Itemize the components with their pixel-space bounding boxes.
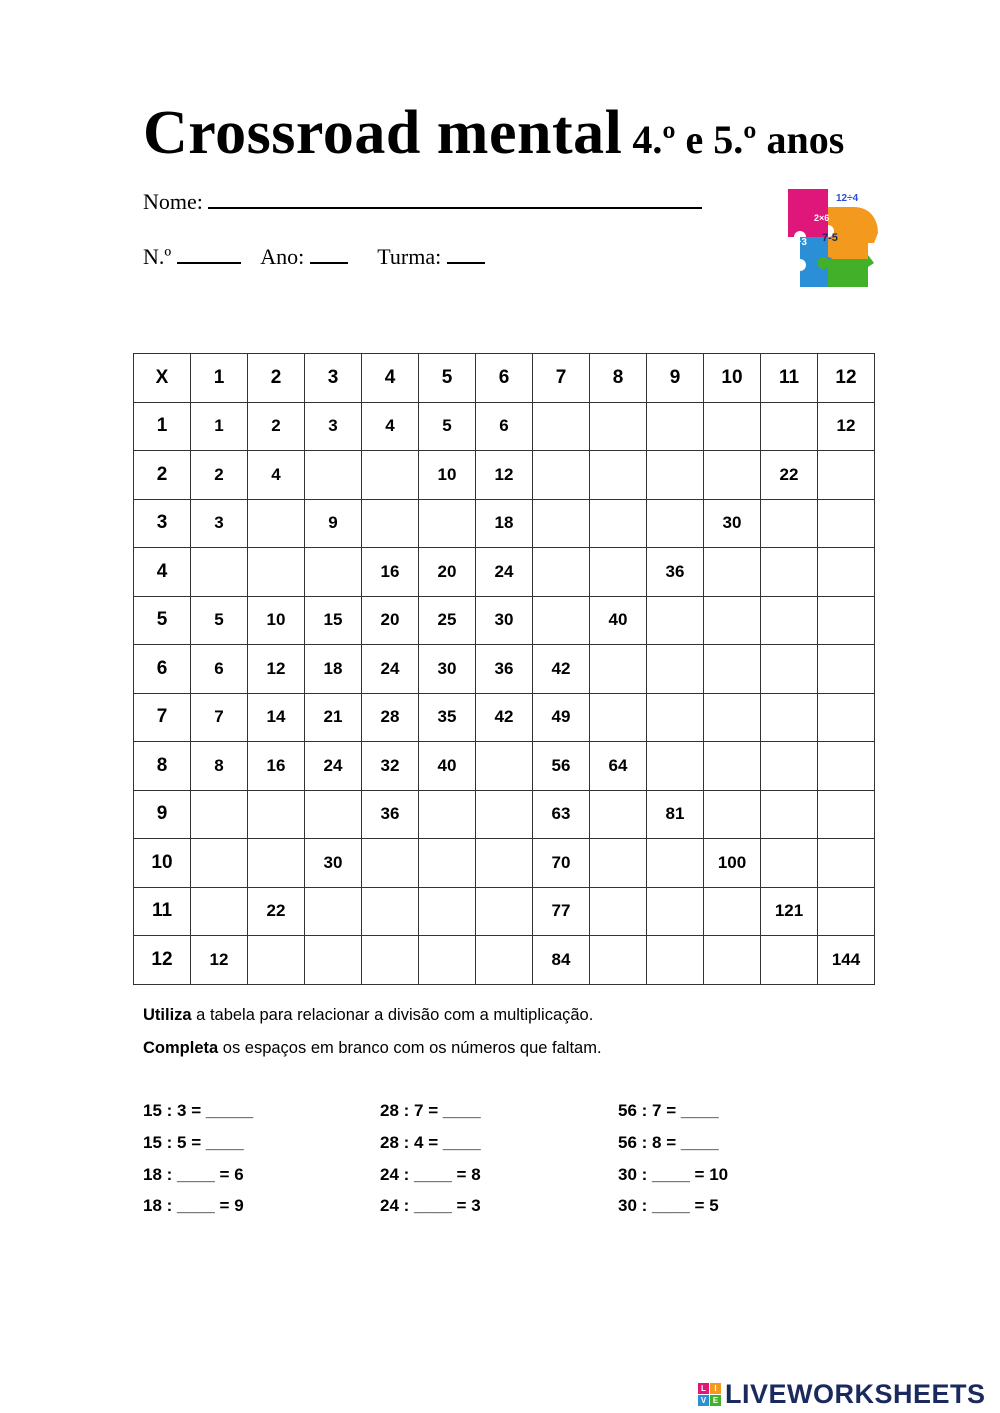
table-cell: 35 — [419, 693, 476, 742]
table-header-cell: 4 — [362, 354, 419, 403]
table-blank-cell[interactable] — [761, 936, 818, 985]
name-label: Nome: — [143, 189, 203, 214]
instruction-1-bold: Utiliza — [143, 1006, 192, 1024]
table-cell: 30 — [476, 596, 533, 645]
table-cell: 20 — [419, 548, 476, 597]
table-blank-cell[interactable] — [476, 742, 533, 791]
svg-text:12÷4: 12÷4 — [836, 193, 859, 204]
table-blank-cell[interactable] — [191, 887, 248, 936]
table-blank-cell[interactable] — [761, 402, 818, 451]
svg-text:3+3: 3+3 — [790, 237, 807, 248]
table-blank-cell[interactable] — [533, 402, 590, 451]
table-cell: 24 — [305, 742, 362, 791]
table-cell: 40 — [590, 596, 647, 645]
table-row — [134, 936, 875, 985]
table-header-cell: 10 — [704, 354, 761, 403]
table-blank-cell[interactable] — [704, 451, 761, 500]
liveworksheets-brand: LIVEWORKSHEETS — [725, 1378, 986, 1409]
table-blank-cell[interactable] — [761, 548, 818, 597]
table-cell: 22 — [761, 451, 818, 500]
table-blank-cell[interactable] — [248, 839, 305, 888]
table-cell: 32 — [362, 742, 419, 791]
table-blank-cell[interactable] — [362, 936, 419, 985]
table-blank-cell[interactable] — [590, 936, 647, 985]
table-blank-cell[interactable] — [818, 693, 875, 742]
table-cell: 49 — [533, 693, 590, 742]
table-blank-cell[interactable] — [704, 887, 761, 936]
table-blank-cell[interactable] — [590, 548, 647, 597]
table-blank-cell[interactable] — [647, 499, 704, 548]
table-cell: 1 — [191, 402, 248, 451]
table-cell: 40 — [419, 742, 476, 791]
table-header-cell: 12 — [818, 354, 875, 403]
table-header-cell: 7 — [533, 354, 590, 403]
table-cell: 81 — [647, 790, 704, 839]
division-equation[interactable]: 15 : 3 = _____ — [143, 1101, 254, 1120]
table-cell: 28 — [362, 693, 419, 742]
division-equation[interactable]: 15 : 5 = ____ — [143, 1133, 244, 1152]
table-blank-cell[interactable] — [191, 790, 248, 839]
table-cell: 36 — [476, 645, 533, 694]
table-blank-cell[interactable] — [590, 451, 647, 500]
table-cell: 9 — [305, 499, 362, 548]
table-cell: 36 — [362, 790, 419, 839]
class-label: Turma: — [377, 244, 442, 269]
table-cell: 15 — [305, 596, 362, 645]
lw-icon-v: V — [698, 1395, 709, 1406]
table-cell: 16 — [362, 548, 419, 597]
table-row — [134, 354, 875, 403]
table-cell: 77 — [533, 887, 590, 936]
liveworksheets-icon — [698, 1383, 721, 1406]
table-blank-cell[interactable] — [818, 499, 875, 548]
table-header-cell: 1 — [191, 354, 248, 403]
table-cell: 42 — [533, 645, 590, 694]
table-row — [134, 548, 875, 597]
table-cell: 12 — [248, 645, 305, 694]
number-input-line[interactable] — [177, 242, 241, 264]
table-blank-cell[interactable] — [248, 790, 305, 839]
table-row — [134, 693, 875, 742]
table-header-cell: 11 — [134, 887, 191, 936]
table-cell: 6 — [476, 402, 533, 451]
table-blank-cell[interactable] — [476, 936, 533, 985]
year-label: Ano: — [260, 244, 305, 269]
table-header-cell: X — [134, 354, 191, 403]
table-cell: 4 — [362, 402, 419, 451]
table-cell: 3 — [305, 402, 362, 451]
table-cell: 12 — [818, 402, 875, 451]
table-blank-cell[interactable] — [647, 402, 704, 451]
table-blank-cell[interactable] — [362, 451, 419, 500]
table-blank-cell[interactable] — [419, 936, 476, 985]
table-cell: 12 — [191, 936, 248, 985]
instruction-1-rest: a tabela para relacionar a divisão com a multiplicação. — [191, 1006, 594, 1024]
table-blank-cell[interactable] — [305, 887, 362, 936]
svg-text:7-5: 7-5 — [822, 232, 838, 244]
table-blank-cell[interactable] — [647, 596, 704, 645]
table-cell: 25 — [419, 596, 476, 645]
table-cell: 30 — [419, 645, 476, 694]
number-label: N.º — [143, 244, 172, 269]
division-equation[interactable]: 24 : ____ = 8 — [380, 1165, 481, 1184]
table-blank-cell[interactable] — [248, 936, 305, 985]
division-equation[interactable]: 56 : 7 = ____ — [618, 1101, 719, 1120]
table-header-cell: 2 — [248, 354, 305, 403]
table-blank-cell[interactable] — [419, 839, 476, 888]
table-blank-cell[interactable] — [647, 887, 704, 936]
table-blank-cell[interactable] — [533, 499, 590, 548]
table-cell: 30 — [305, 839, 362, 888]
table-blank-cell[interactable] — [590, 693, 647, 742]
table-blank-cell[interactable] — [419, 790, 476, 839]
table-blank-cell[interactable] — [590, 887, 647, 936]
table-header-cell: 4 — [134, 548, 191, 597]
instruction-2-bold: Completa — [143, 1039, 219, 1057]
division-equation[interactable]: 56 : 8 = ____ — [618, 1133, 719, 1152]
table-blank-cell[interactable] — [590, 839, 647, 888]
table-blank-cell[interactable] — [704, 402, 761, 451]
table-header-cell: 1 — [134, 402, 191, 451]
table-cell: 63 — [533, 790, 590, 839]
table-blank-cell[interactable] — [704, 693, 761, 742]
table-header-cell: 5 — [134, 596, 191, 645]
multiplication-table — [133, 353, 875, 985]
table-header-cell: 9 — [647, 354, 704, 403]
table-header-cell: 5 — [419, 354, 476, 403]
table-blank-cell[interactable] — [704, 936, 761, 985]
table-cell: 42 — [476, 693, 533, 742]
table-blank-cell[interactable] — [647, 936, 704, 985]
table-cell: 20 — [362, 596, 419, 645]
title-main: Crossroad mental — [143, 99, 623, 167]
instruction-2 — [143, 1039, 602, 1058]
table-header-cell: 12 — [134, 936, 191, 985]
table-row — [134, 402, 875, 451]
table-cell: 22 — [248, 887, 305, 936]
table-blank-cell[interactable] — [305, 451, 362, 500]
table-cell: 4 — [248, 451, 305, 500]
table-blank-cell[interactable] — [533, 596, 590, 645]
table-blank-cell[interactable] — [704, 742, 761, 791]
table-header-cell: 10 — [134, 839, 191, 888]
table-row — [134, 596, 875, 645]
table-cell: 64 — [590, 742, 647, 791]
table-blank-cell[interactable] — [191, 548, 248, 597]
division-equation[interactable]: 30 : ____ = 10 — [618, 1165, 729, 1184]
division-equation[interactable]: 24 : ____ = 3 — [380, 1196, 481, 1215]
table-blank-cell[interactable] — [761, 693, 818, 742]
table-blank-cell[interactable] — [590, 402, 647, 451]
table-blank-cell[interactable] — [305, 936, 362, 985]
table-header-cell: 6 — [134, 645, 191, 694]
table-cell: 7 — [191, 693, 248, 742]
table-cell: 3 — [191, 499, 248, 548]
table-blank-cell[interactable] — [419, 499, 476, 548]
table-blank-cell[interactable] — [704, 548, 761, 597]
lw-icon-e: E — [710, 1395, 721, 1406]
division-equation[interactable]: 28 : 4 = ____ — [380, 1133, 481, 1152]
table-blank-cell[interactable] — [248, 548, 305, 597]
table-header-cell: 8 — [134, 742, 191, 791]
division-equation[interactable]: 30 : ____ = 5 — [618, 1196, 719, 1215]
title-sub: 4.º e 5.º anos — [632, 117, 845, 162]
year-input-line[interactable] — [310, 242, 348, 264]
worksheet-title — [143, 98, 844, 169]
info-field-row — [143, 242, 485, 270]
division-equation[interactable]: 28 : 7 = ____ — [380, 1101, 481, 1120]
table-row — [134, 451, 875, 500]
table-header-cell: 11 — [761, 354, 818, 403]
table-blank-cell[interactable] — [818, 839, 875, 888]
table-blank-cell[interactable] — [761, 499, 818, 548]
table-cell: 14 — [248, 693, 305, 742]
table-cell: 24 — [362, 645, 419, 694]
table-blank-cell[interactable] — [305, 790, 362, 839]
table-blank-cell[interactable] — [818, 790, 875, 839]
instruction-2-rest: os espaços em branco com os números que faltam. — [218, 1039, 602, 1057]
table-blank-cell[interactable] — [590, 645, 647, 694]
table-cell: 18 — [476, 499, 533, 548]
class-input-line[interactable] — [447, 242, 485, 264]
table-cell: 144 — [818, 936, 875, 985]
table-cell: 10 — [419, 451, 476, 500]
table-cell: 30 — [704, 499, 761, 548]
table-cell: 5 — [191, 596, 248, 645]
table-cell: 5 — [419, 402, 476, 451]
table-cell: 100 — [704, 839, 761, 888]
table-blank-cell[interactable] — [362, 887, 419, 936]
table-blank-cell[interactable] — [647, 451, 704, 500]
name-input-line[interactable] — [208, 187, 702, 209]
table-cell: 2 — [248, 402, 305, 451]
table-blank-cell[interactable] — [647, 693, 704, 742]
table-blank-cell[interactable] — [818, 645, 875, 694]
table-blank-cell[interactable] — [704, 596, 761, 645]
table-blank-cell[interactable] — [590, 790, 647, 839]
table-cell: 8 — [191, 742, 248, 791]
table-header-cell: 2 — [134, 451, 191, 500]
table-blank-cell[interactable] — [476, 839, 533, 888]
table-blank-cell[interactable] — [476, 887, 533, 936]
table-cell: 36 — [647, 548, 704, 597]
table-blank-cell[interactable] — [533, 451, 590, 500]
table-cell: 21 — [305, 693, 362, 742]
table-cell: 84 — [533, 936, 590, 985]
table-header-cell: 3 — [134, 499, 191, 548]
table-blank-cell[interactable] — [419, 887, 476, 936]
table-blank-cell[interactable] — [818, 596, 875, 645]
table-blank-cell[interactable] — [647, 742, 704, 791]
table-blank-cell[interactable] — [761, 596, 818, 645]
table-cell: 70 — [533, 839, 590, 888]
table-blank-cell[interactable] — [305, 548, 362, 597]
table-cell: 16 — [248, 742, 305, 791]
table-row — [134, 887, 875, 936]
table-blank-cell[interactable] — [761, 839, 818, 888]
table-header-cell: 8 — [590, 354, 647, 403]
table-cell: 12 — [476, 451, 533, 500]
table-row — [134, 790, 875, 839]
table-blank-cell[interactable] — [590, 499, 647, 548]
table-cell: 10 — [248, 596, 305, 645]
table-blank-cell[interactable] — [818, 451, 875, 500]
table-blank-cell[interactable] — [761, 645, 818, 694]
puzzle-head-icon — [770, 183, 884, 293]
table-blank-cell[interactable] — [362, 499, 419, 548]
svg-text:2×6: 2×6 — [814, 213, 830, 223]
table-row — [134, 499, 875, 548]
name-field-row — [143, 187, 702, 215]
table-blank-cell[interactable] — [248, 499, 305, 548]
table-cell: 18 — [305, 645, 362, 694]
table-header-cell: 9 — [134, 790, 191, 839]
division-equation[interactable]: 18 : ____ = 6 — [143, 1165, 244, 1184]
table-blank-cell[interactable] — [818, 548, 875, 597]
table-blank-cell[interactable] — [533, 548, 590, 597]
table-header-cell: 3 — [305, 354, 362, 403]
table-blank-cell[interactable] — [761, 790, 818, 839]
table-blank-cell[interactable] — [704, 645, 761, 694]
table-cell: 121 — [761, 887, 818, 936]
table-row — [134, 839, 875, 888]
lw-icon-i: I — [710, 1383, 721, 1394]
table-row — [134, 742, 875, 791]
table-cell: 6 — [191, 645, 248, 694]
lw-icon-l: L — [698, 1383, 709, 1394]
table-blank-cell[interactable] — [476, 790, 533, 839]
table-blank-cell[interactable] — [818, 742, 875, 791]
table-cell: 24 — [476, 548, 533, 597]
table-cell: 56 — [533, 742, 590, 791]
table-blank-cell[interactable] — [191, 839, 248, 888]
instruction-1 — [143, 1006, 593, 1025]
table-cell: 2 — [191, 451, 248, 500]
division-equation[interactable]: 18 : ____ = 9 — [143, 1196, 244, 1215]
table-header-cell: 6 — [476, 354, 533, 403]
table-blank-cell[interactable] — [647, 839, 704, 888]
table-blank-cell[interactable] — [818, 887, 875, 936]
table-blank-cell[interactable] — [761, 742, 818, 791]
table-blank-cell[interactable] — [704, 790, 761, 839]
table-blank-cell[interactable] — [362, 839, 419, 888]
table-row — [134, 645, 875, 694]
liveworksheets-logo — [698, 1378, 986, 1410]
table-header-cell: 7 — [134, 693, 191, 742]
table-blank-cell[interactable] — [647, 645, 704, 694]
